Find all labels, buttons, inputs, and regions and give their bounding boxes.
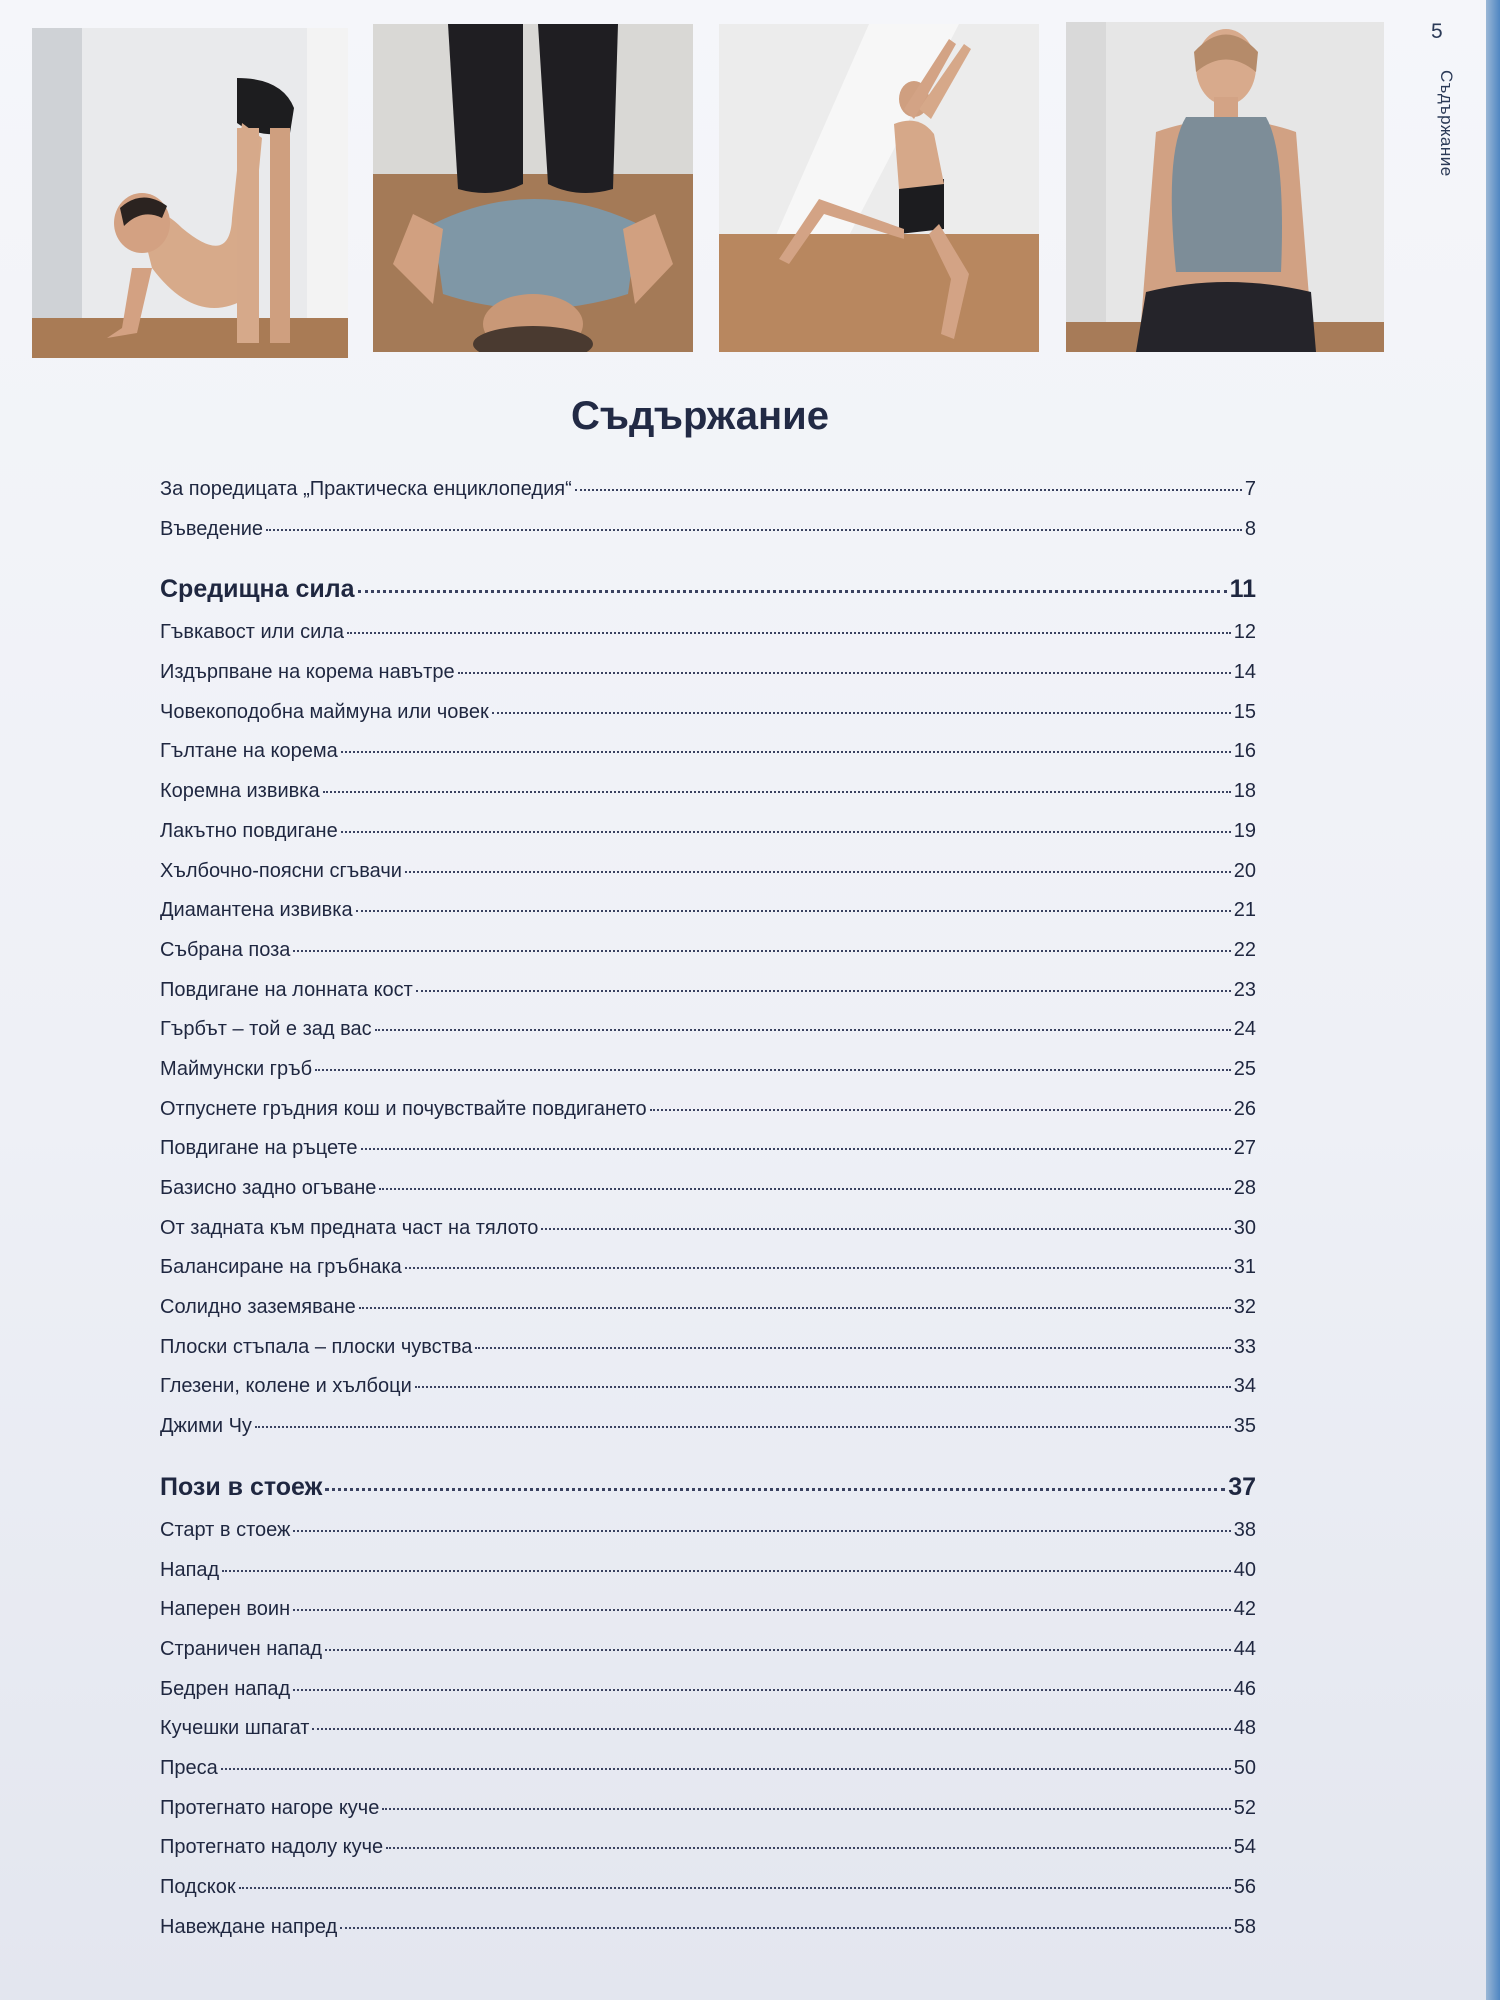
- toc-entry-page-number: 7: [1244, 478, 1256, 500]
- toc-section-heading[interactable]: [160, 1473, 1256, 1519]
- toc-entry-page-number: 28: [1233, 1177, 1256, 1199]
- dot-leader: [293, 950, 1230, 952]
- toc-entry-label: Издърпване на корема навътре: [160, 661, 455, 684]
- toc-entry[interactable]: [160, 478, 1256, 518]
- toc-entry[interactable]: [160, 1836, 1256, 1876]
- toc-entry[interactable]: [160, 1256, 1256, 1296]
- toc-entry[interactable]: [160, 979, 1256, 1019]
- toc-entry-page-number: 23: [1233, 978, 1256, 1001]
- toc-entry-label: Плоски стъпала – плоски чувства: [160, 1335, 473, 1358]
- toc-entry-page-number: 16: [1233, 740, 1256, 763]
- toc-entry-page-number: 21: [1233, 899, 1256, 922]
- toc-entry-label: Преса: [160, 1756, 218, 1779]
- toc-entry-label: Протегнато нагоре куче: [160, 1796, 380, 1819]
- toc-entry-page-number: 32: [1233, 1296, 1256, 1319]
- toc-entry-page-number: 26: [1233, 1097, 1256, 1120]
- toc-entry-page-number: 25: [1233, 1057, 1256, 1080]
- dot-leader: [315, 1069, 1231, 1071]
- toc-entry-label: Балансиране на гръбнака: [160, 1256, 402, 1279]
- toc-entry[interactable]: [160, 518, 1256, 558]
- toc-entry-label: Протегнато надолу куче: [160, 1836, 384, 1859]
- dot-leader: [382, 1808, 1230, 1810]
- toc-entry[interactable]: [160, 701, 1256, 741]
- dot-leader: [386, 1847, 1231, 1849]
- dot-leader: [293, 1530, 1230, 1532]
- toc-entry-page-number: 18: [1233, 780, 1256, 803]
- toc-section-heading-page-number: 11: [1229, 575, 1256, 604]
- toc-entry-label: Гъвкавост или сила: [160, 621, 345, 644]
- toc-entry[interactable]: [160, 1797, 1256, 1837]
- toc-entry[interactable]: [160, 1296, 1256, 1336]
- toc-entry-page-number: 33: [1233, 1335, 1256, 1358]
- dot-leader: [361, 1148, 1231, 1150]
- dot-leader: [293, 1609, 1231, 1611]
- toc-entry-label: Лакътно повдигане: [160, 819, 338, 842]
- toc-entry-label: Страничен напад: [160, 1637, 323, 1660]
- toc-entry-page-number: 38: [1233, 1518, 1256, 1541]
- toc-entry-label: Повдигане на ръцете: [160, 1137, 358, 1160]
- toc-entry[interactable]: [160, 1638, 1256, 1678]
- toc-entry-page-number: 30: [1233, 1216, 1256, 1239]
- toc-entry-page-number: 20: [1233, 859, 1256, 882]
- toc-entry-page-number: 54: [1233, 1836, 1256, 1859]
- toc-entry-label: Повдигане на лонната кост: [160, 978, 413, 1001]
- dot-leader: [405, 1267, 1231, 1269]
- toc-entry[interactable]: [160, 1598, 1256, 1638]
- toc-entry-page-number: 12: [1233, 621, 1256, 644]
- dot-leader: [325, 1649, 1231, 1651]
- toc-entry-page-number: 15: [1233, 700, 1256, 723]
- toc-section-heading-page-number: 37: [1228, 1472, 1256, 1501]
- toc-entry-label: Кучешки шпагат: [160, 1717, 310, 1740]
- toc-entry-page-number: 52: [1233, 1796, 1256, 1819]
- toc-entry[interactable]: [160, 1217, 1256, 1257]
- toc-entry[interactable]: [160, 661, 1256, 701]
- dot-leader: [239, 1887, 1231, 1889]
- dot-leader: [358, 590, 1227, 593]
- toc-entry[interactable]: [160, 1519, 1256, 1559]
- dot-leader: [379, 1188, 1230, 1190]
- dot-leader: [266, 529, 1242, 531]
- toc-entry-label: Маймунски гръб: [160, 1057, 313, 1080]
- dot-leader: [340, 1927, 1231, 1929]
- toc-entry-label: Напад: [160, 1558, 220, 1581]
- toc-section-heading-label: Пози в стоеж: [160, 1472, 323, 1501]
- toc-entry[interactable]: [160, 1415, 1256, 1455]
- toc-entry-page-number: 46: [1233, 1677, 1256, 1700]
- toc-entry[interactable]: [160, 1678, 1256, 1718]
- dot-leader: [222, 1570, 1231, 1572]
- toc-entry-label: Човекоподобна маймуна или човек: [160, 700, 489, 723]
- toc-entry-label: За поредицата „Практическа енциклопедия“: [160, 478, 572, 500]
- toc-entry-page-number: 42: [1233, 1598, 1256, 1621]
- toc-entry-page-number: 19: [1233, 819, 1256, 842]
- toc-entry[interactable]: [160, 1916, 1256, 1956]
- toc-entry-label: Бедрен напад: [160, 1677, 291, 1700]
- dot-leader: [415, 1386, 1231, 1388]
- toc-section-heading[interactable]: [160, 575, 1256, 621]
- dot-leader: [541, 1228, 1230, 1230]
- toc-entry[interactable]: [160, 1018, 1256, 1058]
- toc-entry[interactable]: [160, 1058, 1256, 1098]
- toc-entry-page-number: 8: [1244, 517, 1256, 540]
- toc-entry-label: Глезени, колене и хълбоци: [160, 1375, 412, 1398]
- table-of-contents: [160, 478, 1256, 1955]
- toc-entry-page-number: 27: [1233, 1137, 1256, 1160]
- toc-entry-label: От задната към предната част на тялото: [160, 1216, 539, 1239]
- toc-entry-page-number: 44: [1233, 1637, 1256, 1660]
- dot-leader: [323, 791, 1231, 793]
- dot-leader: [356, 910, 1231, 912]
- toc-entry-label: Старт в стоеж: [160, 1518, 291, 1541]
- toc-entry-page-number: 40: [1233, 1558, 1256, 1581]
- toc-entry-page-number: 35: [1233, 1415, 1256, 1438]
- page-number: 5: [1431, 20, 1443, 43]
- toc-entry[interactable]: [160, 1177, 1256, 1217]
- dot-leader: [221, 1768, 1231, 1770]
- toc-entry-label: Гърбът – той е зад вас: [160, 1018, 372, 1041]
- dot-leader: [359, 1307, 1231, 1309]
- section-tab: Съдържание: [1437, 70, 1456, 177]
- toc-entry[interactable]: [160, 1757, 1256, 1797]
- toc-section-heading-label: Средищна сила: [160, 575, 355, 604]
- dot-leader: [575, 489, 1242, 491]
- dot-leader: [416, 990, 1231, 992]
- dot-leader: [492, 712, 1231, 714]
- toc-entry[interactable]: [160, 820, 1256, 860]
- toc-entry[interactable]: [160, 621, 1256, 661]
- toc-entry[interactable]: [160, 740, 1256, 780]
- toc-entry-page-number: 56: [1233, 1876, 1256, 1898]
- dot-leader: [475, 1347, 1230, 1349]
- toc-entry-page-number: 31: [1233, 1256, 1256, 1279]
- toc-entry-page-number: 48: [1233, 1717, 1256, 1740]
- toc-entry[interactable]: [160, 1336, 1256, 1376]
- toc-entry-page-number: 50: [1233, 1756, 1256, 1779]
- toc-entry-label: Гълтане на корема: [160, 740, 338, 763]
- dot-leader: [341, 831, 1231, 833]
- toc-entry[interactable]: [160, 1137, 1256, 1177]
- dot-leader: [375, 1029, 1231, 1031]
- kneeling-pose-photo: [1066, 22, 1384, 352]
- toc-entry-label: Подскок: [160, 1876, 236, 1898]
- page-title: Съдържание: [570, 394, 830, 438]
- dot-leader: [405, 871, 1231, 873]
- lying-pose-photo: [373, 24, 693, 352]
- lunge-photo: [719, 24, 1039, 352]
- toc-entry[interactable]: [160, 780, 1256, 820]
- toc-entry[interactable]: [160, 1098, 1256, 1138]
- toc-entry-page-number: 58: [1233, 1915, 1256, 1938]
- dot-leader: [293, 1689, 1231, 1691]
- toc-entry[interactable]: [160, 939, 1256, 979]
- dot-leader: [347, 632, 1231, 634]
- toc-entry[interactable]: [160, 899, 1256, 939]
- toc-entry-label: Диамантена извивка: [160, 899, 353, 922]
- dot-leader: [325, 1488, 1225, 1491]
- book-edge: [1486, 0, 1500, 2000]
- toc-entry-label: Навеждане напред: [160, 1915, 338, 1938]
- toc-entry[interactable]: [160, 1559, 1256, 1599]
- dot-leader: [312, 1728, 1230, 1730]
- toc-entry-label: Солидно заземяване: [160, 1296, 356, 1319]
- dot-leader: [341, 751, 1231, 753]
- toc-entry-label: Хълбочно-поясни сгъвачи: [160, 859, 402, 882]
- toc-entry-label: Коремна извивка: [160, 780, 320, 803]
- dot-leader: [458, 672, 1231, 674]
- toc-entry-page-number: 14: [1233, 661, 1256, 684]
- dot-leader: [255, 1426, 1231, 1428]
- toc-entry[interactable]: [160, 860, 1256, 900]
- toc-entry-label: Отпуснете гръдния кош и почувствайте повдигането: [160, 1097, 647, 1120]
- toc-entry-label: Въведение: [160, 517, 264, 540]
- toc-entry-label: Наперен воин: [160, 1598, 291, 1621]
- toc-entry-page-number: 34: [1233, 1375, 1256, 1398]
- toc-entry-page-number: 24: [1233, 1018, 1256, 1041]
- toc-entry-label: Събрана поза: [160, 938, 291, 961]
- toc-entry-page-number: 22: [1233, 938, 1256, 961]
- forward-fold-photo: [32, 28, 348, 358]
- toc-entry[interactable]: [160, 1375, 1256, 1415]
- toc-entry[interactable]: [160, 1717, 1256, 1757]
- dot-leader: [650, 1109, 1231, 1111]
- toc-entry-label: Джими Чу: [160, 1415, 252, 1438]
- toc-entry-label: Базисно задно огъване: [160, 1177, 377, 1199]
- toc-entry[interactable]: [160, 1876, 1256, 1916]
